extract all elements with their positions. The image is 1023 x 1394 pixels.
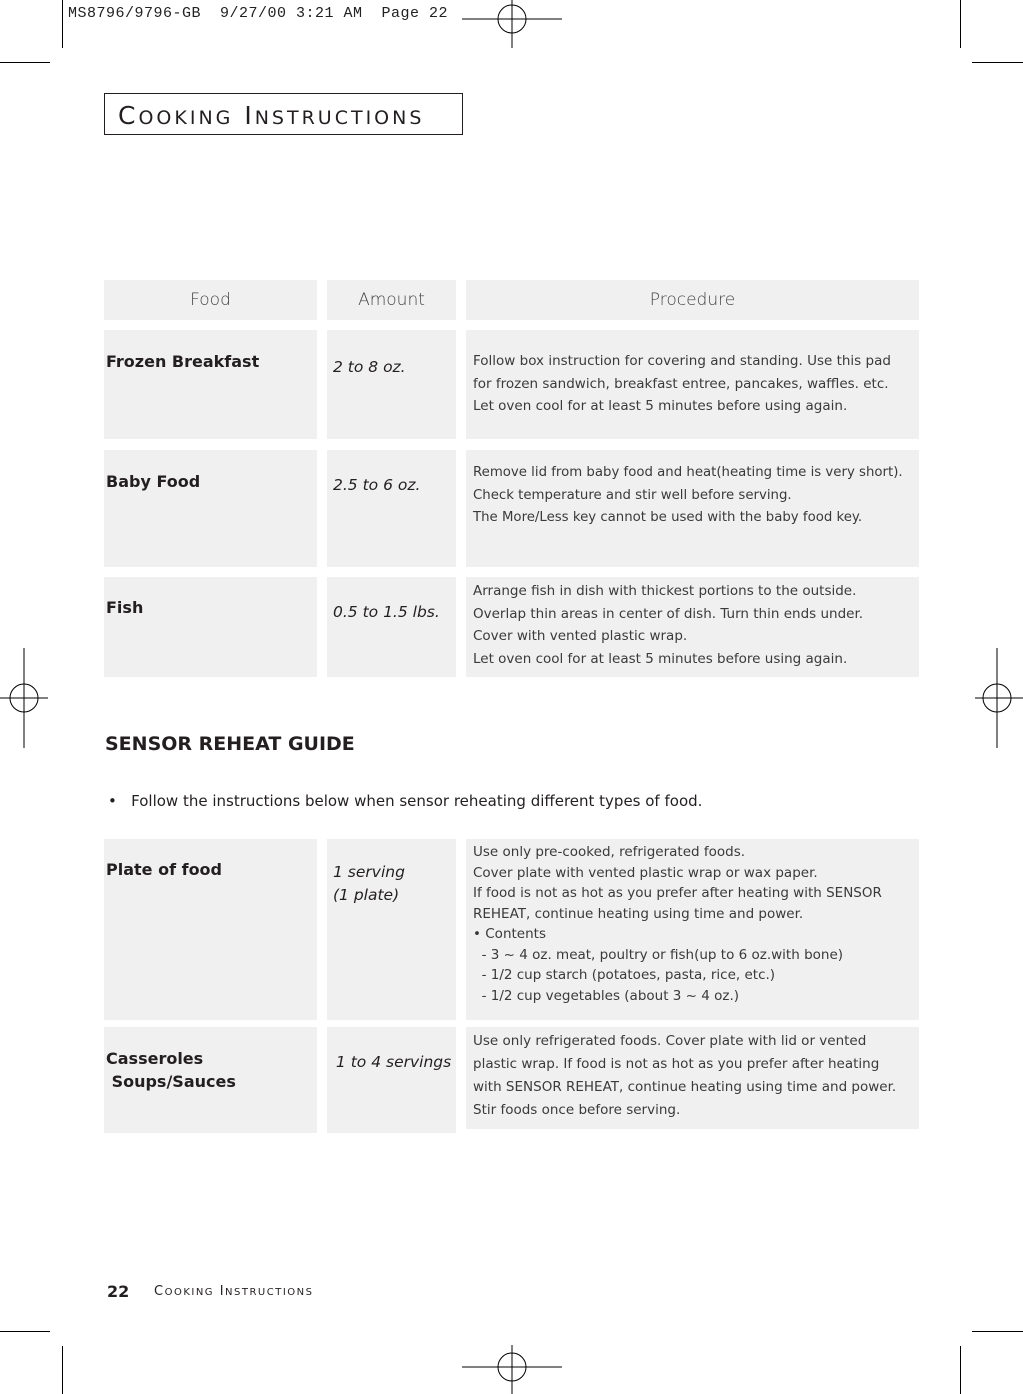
food-name: Baby Food (106, 472, 201, 491)
food-name: Frozen Breakfast (106, 352, 260, 371)
food-procedure: Use only pre-cooked, refrigerated foods. Cover plate with vented plastic wrap or wax paper. If food is not as hot as you prefer after heating with SENSOR REHEAT, continue heating using time and power. • Contents - 3 ~ 4 oz. meat, poultry or fish(up to 6 oz.with bone) - 1/2 cup starch (potatoes, pasta, rice, etc.) - 1/2 cup vegetables (about 3 ~ 4 oz.) (473, 844, 882, 1004)
food-amount: 2.5 to 6 oz. (333, 476, 421, 494)
food-amount: 1 serving (1 plate) (333, 863, 405, 904)
crop-mark (62, 1346, 63, 1394)
registration-mark-icon (0, 646, 50, 750)
table-row-procedure-cell (466, 839, 919, 1020)
food-procedure: Remove lid from baby food and heat(heating time is very short). Check temperature and stir well before serving. The More/Less key cannot be used with the baby food key. (473, 465, 903, 525)
footer-initial: I (219, 1284, 226, 1299)
footer-initial: C (154, 1284, 165, 1299)
section-heading: SENSOR REHEAT GUIDE (105, 733, 355, 755)
table-row-amount-cell (327, 577, 456, 677)
page-number: 22 (107, 1282, 130, 1301)
table-row-procedure-cell (466, 450, 919, 567)
crop-mark (960, 0, 961, 48)
table-row-food-cell (104, 1027, 317, 1133)
crop-mark (960, 1346, 961, 1394)
food-procedure: Follow box instruction for covering and standing. Use this pad for frozen sandwich, breakfast entree, pancakes, waffles. etc. Let oven cool for at least 5 minutes before using again. (473, 353, 891, 414)
page-title-initial: C (118, 101, 139, 130)
table-row-amount-cell (327, 1027, 456, 1133)
page-title-smallcaps: NSTRUCTIONS (254, 107, 425, 129)
food-name: Casseroles Soups/Sauces (106, 1049, 236, 1091)
table-row-amount-cell (327, 450, 456, 567)
food-name: Plate of food (106, 860, 222, 879)
instruction-bullet: • Follow the instructions below when sensor reheating different types of food. (108, 792, 703, 810)
table-row-food-cell (104, 450, 317, 567)
table-row-food-cell (104, 839, 317, 1020)
printer-slug: MS8796/9796-GB 9/27/00 3:21 AM Page 22 (68, 5, 449, 22)
crop-mark (972, 62, 1023, 63)
footer-section-title (154, 1284, 314, 1299)
header-amount: Amount (327, 280, 456, 320)
food-amount: 0.5 to 1.5 lbs. (333, 603, 440, 621)
table-row-procedure-cell (466, 1027, 919, 1129)
page-title (118, 101, 424, 130)
food-procedure: Use only refrigerated foods. Cover plate with lid or vented plastic wrap. If food is not as hot as you prefer after heating with SENSOR REHEAT, continue heating using time and power. Stir foods once before serving. (473, 1033, 897, 1118)
table-row-procedure-cell (466, 577, 919, 677)
footer-smallcaps: NSTRUCTIONS (225, 1287, 314, 1298)
table-row-procedure-cell (466, 330, 919, 439)
food-amount: 1 to 4 servings (331, 1053, 452, 1071)
table-row-amount-cell (327, 839, 456, 1020)
page-title-initial: I (244, 101, 255, 130)
crop-mark (0, 1331, 50, 1332)
page-title-smallcaps: OOKING (138, 107, 234, 129)
table-row-food-cell (104, 330, 317, 439)
footer-smallcaps: OOKING (164, 1287, 215, 1298)
table-row-food-cell (104, 577, 317, 677)
header-food: Food (104, 280, 317, 320)
registration-mark-icon (460, 1345, 564, 1394)
crop-mark (62, 0, 63, 48)
registration-mark-icon (460, 0, 564, 50)
food-name: Fish (106, 598, 144, 617)
crop-mark (972, 1331, 1023, 1332)
registration-mark-icon (973, 646, 1023, 750)
food-amount: 2 to 8 oz. (333, 358, 406, 376)
food-procedure: Arrange fish in dish with thickest portions to the outside. Overlap thin areas in center of dish. Turn thin ends under. Cover with vented plastic wrap. Let oven cool for at least 5 minutes before using again. (473, 583, 864, 667)
header-procedure: Procedure (466, 280, 919, 320)
table-row-amount-cell (327, 330, 456, 439)
crop-mark (0, 62, 50, 63)
